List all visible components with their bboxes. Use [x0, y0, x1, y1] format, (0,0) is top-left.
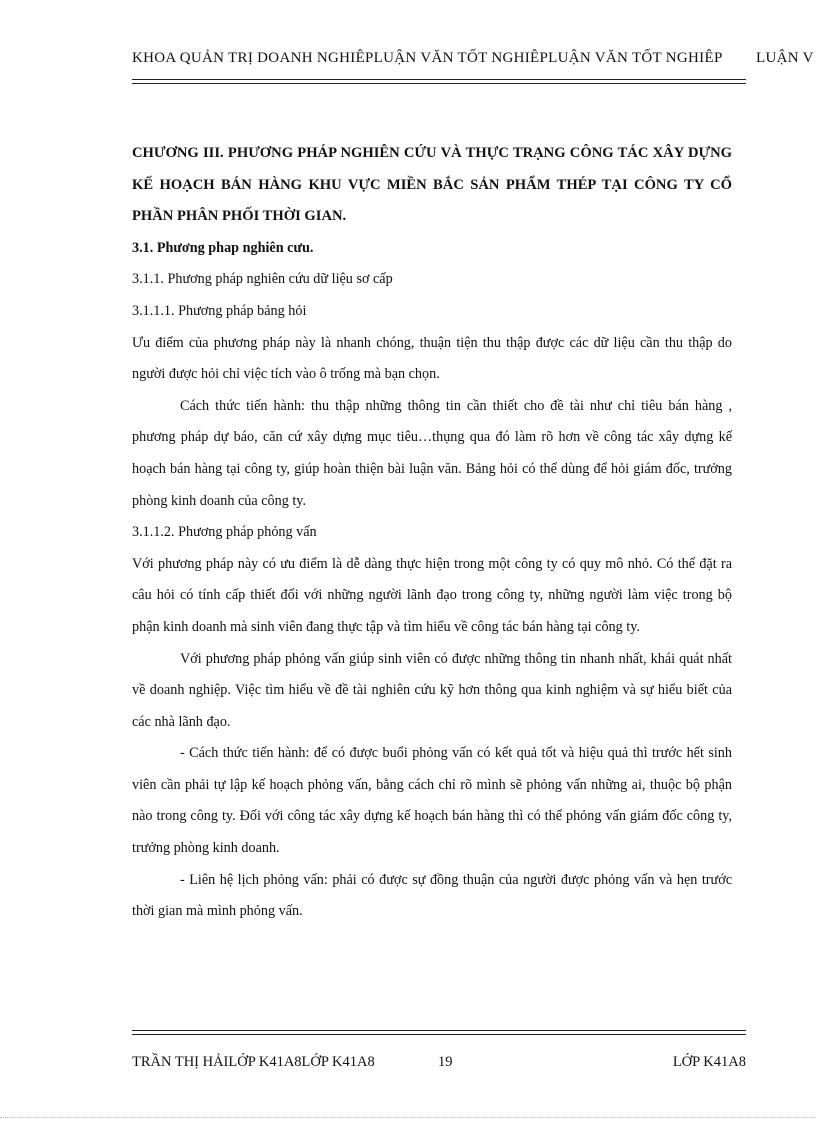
- page-edge-dots: [0, 1117, 816, 1118]
- footer-class: LỚP K41A8: [672, 1054, 746, 1070]
- chapter-title: CHƯƠNG III. PHƯƠNG PHÁP NGHIÊN CỨU VÀ THỰC TRẠNG CÔNG TÁC XÂY DỰNG KẾ HOẠCH BÁN HÀNG KHU VỰC MIỀN BẮC SẢN PHẨM THÉP TẠI CÔNG TY CỔ PHẦN PHÂN PHỐI THỜI GIAN.: [132, 145, 732, 225]
- page-footer: [132, 1054, 746, 1076]
- paragraph-interview-schedule: - Liên hệ lịch phỏng vấn: phải có được sự đồng thuận của người được phỏng vấn và hẹn trước thời gian mà mình phỏng vấn.: [132, 871, 732, 920]
- paragraph-interview-benefits: Với phương pháp phỏng vấn giúp sinh viên có được những thông tin nhanh nhất, khái quát nhất về doanh nghiệp. Việc tìm hiểu về đề tài nghiên cứu kỹ hơn thông qua kinh nghiệm và sự hiểu biết của các nhà lãnh đạo.: [132, 650, 732, 730]
- header-text: KHOA QUẢN TRỊ DOANH NGHIÊPLUẬN VĂN TỐT NGHIÊPLUẬN VĂN TỐT NGHIÊP: [132, 50, 723, 66]
- page-header: [132, 50, 816, 74]
- footer-divider: [132, 1030, 746, 1035]
- page-number: 19: [438, 1054, 453, 1070]
- header-text-right: LUẬN V: [756, 50, 814, 66]
- footer-author: TRẦN THỊ HẢILỚP K41A8LỚP K41A8: [132, 1054, 375, 1070]
- paragraph-advantages: Ưu điểm của phương pháp này là nhanh chóng, thuận tiện thu thập được các dữ liệu cần thu thập do người được hỏi chỉ việc tích vào ô trống mà bạn chọn.: [132, 334, 732, 383]
- header-divider: [132, 79, 746, 84]
- section-heading-3-1-1-2: 3.1.1.2. Phương pháp phỏng vấn: [132, 524, 317, 541]
- paragraph-method: Cách thức tiến hành: thu thập những thông tin cần thiết cho đề tài như chỉ tiêu bán hàng , phương pháp dự báo, căn cứ xây dựng mục tiêu…thụng qua đó làm rõ hơn về công tác xây dựng kế hoạch bán hàng tại công ty, giúp hoàn thiện bài luận văn. Bảng hỏi có thể dùng để hỏi giám đốc, trưởng phòng kinh doanh của công ty.: [132, 397, 732, 509]
- section-heading-3-1: 3.1. Phương phap nghiên cưu.: [132, 239, 314, 256]
- paragraph-interview-advantages: Với phương pháp này có ưu điểm là dễ dàng thực hiện trong một công ty có quy mô nhỏ. Có thể đặt ra câu hỏi có tính cấp thiết đối với những người lãnh đạo trong công ty, những người làm việc trong bộ phận kinh doanh mà sinh viên đang thực tập và tìm hiểu về công tác bán hàng tại công ty.: [132, 555, 732, 635]
- page-body: [132, 138, 732, 928]
- section-heading-3-1-1-1: 3.1.1.1. Phương pháp bảng hỏi: [132, 302, 307, 319]
- paragraph-interview-process: - Cách thức tiến hành: để có được buổi phỏng vấn có kết quả tốt và hiệu quả thì trước hết sinh viên cần phải tự lập kế hoạch phỏng vấn, bằng cách chỉ rõ mình sẽ phỏng vấn những ai, thuộc bộ phận nào trong công ty. Đối với công tác xây dựng kế hoạch bán hàng thì có thể phỏng vấn giám đốc công ty, trưởng phòng kinh doanh.: [132, 745, 732, 857]
- section-heading-3-1-1: 3.1.1. Phương pháp nghiên cứu dữ liệu sơ cấp: [132, 271, 393, 288]
